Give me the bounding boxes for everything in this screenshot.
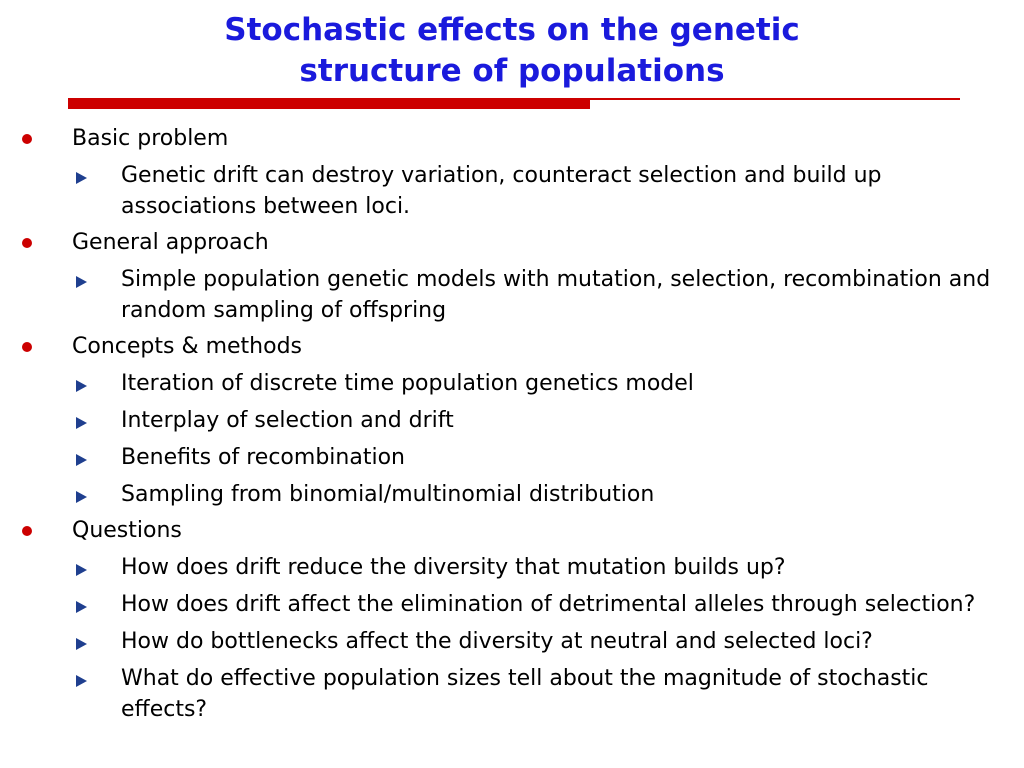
section-questions xyxy=(0,515,1024,546)
sub-bullet-text: How do bottlenecks affect the diversity at neutral and selected loci? xyxy=(121,629,873,654)
sub-bullet-text: Interplay of selection and drift xyxy=(121,408,454,433)
bullet-dot-icon xyxy=(22,342,32,352)
slide-title-line-1: Stochastic effects on the genetic xyxy=(224,12,800,48)
title-divider-thin xyxy=(590,98,960,100)
triangle-bullet-icon xyxy=(76,276,87,288)
bullet-list xyxy=(0,118,1024,725)
triangle-bullet-icon xyxy=(76,638,87,650)
slide-title-line-2: structure of populations xyxy=(299,53,725,89)
sub-bullet xyxy=(0,264,1024,326)
sub-bullet-text: How does drift affect the elimination of detrimental alleles through selection? xyxy=(121,592,976,617)
sub-bullet xyxy=(0,626,1024,657)
bullet-dot-icon xyxy=(22,526,32,536)
sub-bullet xyxy=(0,405,1024,436)
slide-title xyxy=(0,10,1024,92)
sub-bullet-text: Genetic drift can destroy variation, counteract selection and build up associations between loci. xyxy=(121,163,882,219)
triangle-bullet-icon xyxy=(76,564,87,576)
triangle-bullet-icon xyxy=(76,675,87,687)
triangle-bullet-icon xyxy=(76,454,87,466)
triangle-bullet-icon xyxy=(76,417,87,429)
section-label: Basic problem xyxy=(72,126,229,151)
section-label: General approach xyxy=(72,230,269,255)
sub-bullet-text: Simple population genetic models with mutation, selection, recombination and random sampling of offspring xyxy=(121,267,991,323)
title-divider xyxy=(68,98,960,109)
title-divider-thick xyxy=(68,98,590,109)
triangle-bullet-icon xyxy=(76,491,87,503)
section-label: Questions xyxy=(72,518,182,543)
sub-bullet-text: What do effective population sizes tell about the magnitude of stochastic effects? xyxy=(121,666,929,722)
section-concepts-methods xyxy=(0,331,1024,362)
sub-bullet-text: Iteration of discrete time population genetics model xyxy=(121,371,694,396)
sub-bullet xyxy=(0,663,1024,725)
sub-bullet xyxy=(0,368,1024,399)
section-basic-problem xyxy=(0,123,1024,154)
sub-bullet xyxy=(0,442,1024,473)
sub-bullet-text: Benefits of recombination xyxy=(121,445,405,470)
sub-bullet-text: Sampling from binomial/multinomial distribution xyxy=(121,482,655,507)
triangle-bullet-icon xyxy=(76,601,87,613)
sub-bullet-text: How does drift reduce the diversity that mutation builds up? xyxy=(121,555,786,580)
bullet-dot-icon xyxy=(22,134,32,144)
section-label: Concepts & methods xyxy=(72,334,303,359)
sub-bullet xyxy=(0,479,1024,510)
sub-bullet xyxy=(0,160,1024,222)
sub-bullet xyxy=(0,589,1024,620)
triangle-bullet-icon xyxy=(76,172,87,184)
sub-bullet xyxy=(0,552,1024,583)
bullet-dot-icon xyxy=(22,238,32,248)
section-general-approach xyxy=(0,227,1024,258)
triangle-bullet-icon xyxy=(76,380,87,392)
